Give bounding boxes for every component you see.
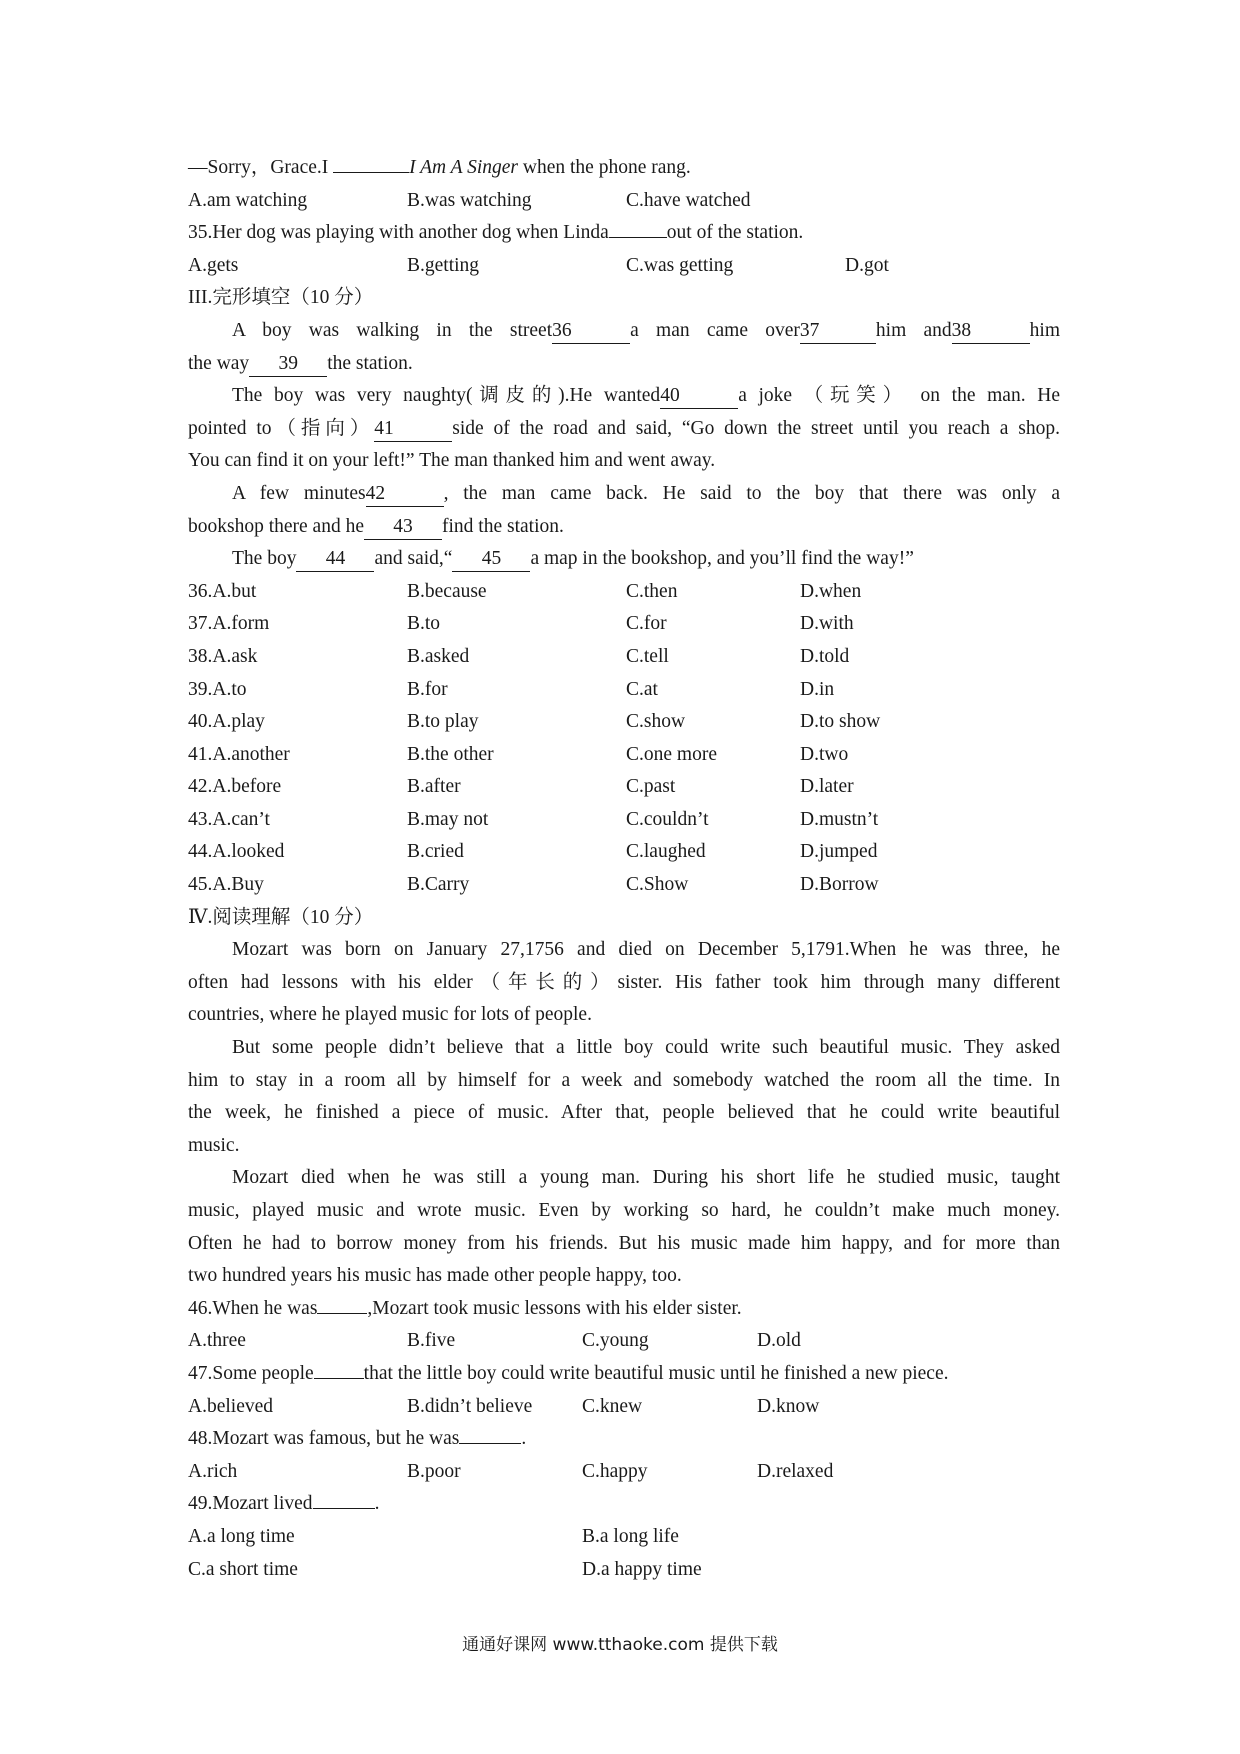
section4-heading: Ⅳ.阅读理解（10 分） xyxy=(188,906,374,928)
option-c: C.tell xyxy=(626,645,669,667)
option-a: 39.A.to xyxy=(188,678,247,700)
cloze-options-40 xyxy=(188,706,1060,739)
q35-option-a: A.gets xyxy=(188,254,239,276)
cloze-text: bookshop there and he xyxy=(188,515,364,537)
cloze-blank-45: 45 xyxy=(452,547,530,572)
cloze-p3-line2 xyxy=(188,511,1060,544)
cloze-options-45 xyxy=(188,869,1060,902)
option-a: A.a long time xyxy=(188,1525,295,1547)
option-a: A.believed xyxy=(188,1395,274,1417)
option-c: C.for xyxy=(626,613,667,635)
option-a: 45.A.Buy xyxy=(188,874,264,896)
q46-suffix: ,Mozart took music lessons with his elder sister. xyxy=(367,1297,742,1319)
option-d: D.in xyxy=(800,678,835,700)
q46-prefix: 46.When he was xyxy=(188,1297,318,1319)
option-d: D.know xyxy=(757,1395,820,1417)
q46-options xyxy=(188,1325,1060,1358)
option-a: 36.A.but xyxy=(188,580,257,602)
option-b: B.for xyxy=(407,678,448,700)
option-b: B.may not xyxy=(407,808,489,830)
reading-line: the week, he finished a piece of music. After that, people believed that he could write beautiful xyxy=(188,1102,1060,1124)
option-b: B.a long life xyxy=(582,1525,679,1547)
option-b: B.didn’t believe xyxy=(407,1395,533,1417)
option-d: D.Borrow xyxy=(800,874,879,896)
option-b: B.poor xyxy=(407,1460,461,1482)
q35-stem xyxy=(188,217,1060,250)
option-a: 43.A.can’t xyxy=(188,808,270,830)
option-a: 37.A.form xyxy=(188,613,270,635)
cloze-blank-37: 37 xyxy=(800,319,876,344)
cloze-p3-line1 xyxy=(188,478,1060,511)
q46-blank xyxy=(317,1313,367,1314)
option-b: B.the other xyxy=(407,743,494,765)
option-c: C.happy xyxy=(582,1460,648,1482)
option-c: C.past xyxy=(626,776,676,798)
cloze-text: A few minutes xyxy=(232,482,366,504)
q47-suffix: that the little boy could write beautiful music until he finished a new piece. xyxy=(363,1362,949,1384)
cloze-options-38 xyxy=(188,641,1060,674)
option-a: 40.A.play xyxy=(188,711,265,733)
option-d: D.with xyxy=(800,613,854,635)
cloze-blank-36: 36 xyxy=(552,319,630,344)
option-d: D.when xyxy=(800,580,862,602)
cloze-options-39 xyxy=(188,674,1060,707)
q34-option-c: C.have watched xyxy=(626,189,751,211)
option-a: 42.A.before xyxy=(188,776,282,798)
reading-line: countries, where he played music for lots of people. xyxy=(188,1004,592,1026)
option-a: 44.A.looked xyxy=(188,841,285,863)
cloze-text: a map in the bookshop, and you’ll find the way!” xyxy=(530,548,914,570)
section3-heading: III.完形填空（10 分） xyxy=(188,287,374,309)
reading-line: But some people didn’t believe that a little boy could write such beautiful music. They asked xyxy=(232,1037,1060,1059)
cloze-text: side of the road and said, “Go down the street until you reach a shop. xyxy=(452,417,1060,439)
cloze-options-44 xyxy=(188,836,1060,869)
q48-options xyxy=(188,1456,1060,1489)
q34-option-a: A.am watching xyxy=(188,189,308,211)
option-d: D.jumped xyxy=(800,841,878,863)
q49-suffix: . xyxy=(374,1493,380,1515)
reading-line: Often he had to borrow money from his friends. But his music made him happy, and for more than xyxy=(188,1232,1060,1254)
q34-option-b: B.was watching xyxy=(407,189,532,211)
cloze-text: The boy was very naughty(调皮的).He wanted xyxy=(232,385,661,407)
option-c: C.young xyxy=(582,1330,649,1352)
q49-prefix: 49.Mozart lived xyxy=(188,1493,313,1515)
reading-line: him to stay in a room all by himself for a week and somebody watched the room all the time. In xyxy=(188,1069,1060,1091)
option-b: B.asked xyxy=(407,645,470,667)
option-c: C.a short time xyxy=(188,1558,298,1580)
option-b: B.five xyxy=(407,1330,456,1352)
q46-stem xyxy=(188,1293,1060,1326)
option-c: C.Show xyxy=(626,874,689,896)
q35-options xyxy=(188,250,1060,283)
cloze-blank-39: 39 xyxy=(249,352,327,377)
option-b: B.cried xyxy=(407,841,464,863)
q49-options-row1 xyxy=(188,1521,1060,1554)
q48-blank xyxy=(459,1443,521,1444)
cloze-blank-44: 44 xyxy=(296,547,374,572)
cloze-text: him and xyxy=(875,319,952,341)
q48-stem xyxy=(188,1423,1060,1456)
cloze-p2-line2 xyxy=(188,413,1060,446)
option-b: B.because xyxy=(407,580,487,602)
reading-line: Mozart died when he was still a young man. During his short life he studied music, taught xyxy=(232,1167,1060,1189)
option-d: D.relaxed xyxy=(757,1460,834,1482)
reading-line: music. xyxy=(188,1134,240,1156)
q35-option-d: D.got xyxy=(845,254,889,276)
q47-options xyxy=(188,1391,1060,1424)
cloze-text: , the man came back. He said to the boy that there was only a xyxy=(443,482,1060,504)
q35-option-c: C.was getting xyxy=(626,254,734,276)
cloze-text: and said,“ xyxy=(374,548,453,570)
cloze-text: him xyxy=(1029,319,1060,341)
cloze-text: a joke （玩笑） on the man. He xyxy=(738,385,1060,407)
reading-line: two hundred years his music has made other people happy, too. xyxy=(188,1265,682,1287)
option-b: B.after xyxy=(407,776,461,798)
cloze-text: a man came over xyxy=(630,319,800,341)
cloze-p2-line1 xyxy=(188,380,1060,413)
exam-page xyxy=(188,152,1060,1586)
q34-title: I Am A Singer xyxy=(409,157,519,178)
q35-blank xyxy=(609,237,667,238)
reading-line: music, played music and wrote music. Even by working so hard, he couldn’t make much money. xyxy=(188,1200,1060,1221)
option-c: C.at xyxy=(626,678,658,700)
cloze-p1-line2 xyxy=(188,348,1060,381)
option-c: C.couldn’t xyxy=(626,808,709,830)
option-a: A.three xyxy=(188,1330,246,1352)
cloze-blank-41: 41 xyxy=(374,417,452,442)
cloze-options-37 xyxy=(188,608,1060,641)
option-d: D.mustn’t xyxy=(800,808,879,830)
q34-options xyxy=(188,185,1060,218)
q34-suffix: when the phone rang. xyxy=(518,157,691,178)
q47-blank xyxy=(314,1378,364,1379)
option-b: B.to play xyxy=(407,711,479,733)
option-d: D.a happy time xyxy=(582,1558,702,1580)
option-c: C.then xyxy=(626,580,678,602)
option-c: C.knew xyxy=(582,1395,643,1417)
q34-blank xyxy=(333,172,409,173)
cloze-blank-38: 38 xyxy=(952,319,1030,344)
q35-option-b: B.getting xyxy=(407,254,480,276)
reading-line: Mozart was born on January 27,1756 and died on December 5,1791.When he was three, he xyxy=(232,939,1060,961)
option-b: B.to xyxy=(407,613,441,635)
page-footer: 通通好课网 www.tthaoke.com 提供下载 xyxy=(462,1635,778,1655)
option-d: D.to show xyxy=(800,711,881,733)
option-a: 38.A.ask xyxy=(188,645,258,667)
cloze-options-41 xyxy=(188,739,1060,772)
q49-stem xyxy=(188,1488,1060,1521)
q48-prefix: 48.Mozart was famous, but he was xyxy=(188,1428,460,1450)
cloze-blank-42: 42 xyxy=(366,482,444,507)
option-c: C.one more xyxy=(626,743,717,765)
cloze-text: the station. xyxy=(327,352,413,374)
q34-prefix: —Sorry，Grace.I xyxy=(188,157,334,178)
option-b: B.Carry xyxy=(407,874,470,896)
q49-options-row2 xyxy=(188,1554,1060,1587)
option-d: D.later xyxy=(800,776,854,798)
q34-stem xyxy=(188,152,1060,185)
cloze-blank-43: 43 xyxy=(364,515,442,540)
cloze-text: The boy xyxy=(232,548,297,570)
cloze-text: pointed to（指向） xyxy=(188,417,375,439)
cloze-text: the way xyxy=(188,352,250,374)
reading-line: often had lessons with his elder（年长的）sister. His father took him through many different xyxy=(188,971,1060,993)
q47-prefix: 47.Some people xyxy=(188,1362,314,1384)
option-d: D.old xyxy=(757,1330,801,1352)
option-a: A.rich xyxy=(188,1460,238,1482)
q47-stem xyxy=(188,1358,1060,1391)
option-d: D.two xyxy=(800,743,849,765)
cloze-text: find the station. xyxy=(442,515,564,537)
option-c: C.show xyxy=(626,711,686,733)
cloze-options-43 xyxy=(188,804,1060,837)
q35-prefix: 35.Her dog was playing with another dog when Linda xyxy=(188,222,609,244)
cloze-p4-line1 xyxy=(188,543,1060,576)
q49-blank xyxy=(313,1508,375,1509)
cloze-options-42 xyxy=(188,771,1060,804)
cloze-p2-line3: You can find it on your left!” The man thanked him and went away. xyxy=(188,450,716,472)
cloze-options-36 xyxy=(188,576,1060,609)
q35-suffix: out of the station. xyxy=(666,222,804,244)
option-a: 41.A.another xyxy=(188,743,290,765)
q48-suffix: . xyxy=(521,1428,527,1450)
option-c: C.laughed xyxy=(626,841,706,863)
cloze-p1-line1 xyxy=(188,315,1060,348)
cloze-text: A boy was walking in the street xyxy=(232,319,553,341)
cloze-blank-40: 40 xyxy=(660,384,738,409)
option-d: D.told xyxy=(800,645,850,667)
